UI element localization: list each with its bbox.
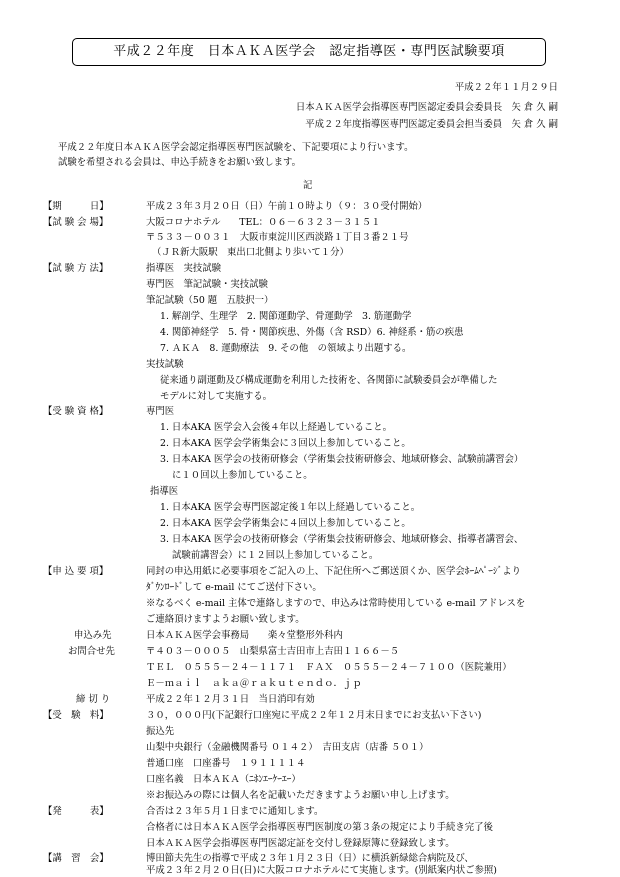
fee-line: 口座名義 日本ＡＫＡ（ﾆﾎﾝｴｰｹｰｴｰ） <box>146 774 301 785</box>
fee-line: 山梨中央銀行（金融機関番号 ０１４２） 吉田支店（店番 ５０１） <box>146 742 429 753</box>
venue-line: （ＪＲ新大阪駅 東出口北側より歩いて１分） <box>152 247 349 258</box>
document-title: 平成２２年度 日本ＡＫＡ医学会 認定指導医・専門医試験要項 <box>72 38 546 66</box>
eligibility-line: 2. 日本AKA 医学会学術集会に４回以上参加していること。 <box>160 518 411 529</box>
method-line: 専門医 筆記試験・実技試験 <box>146 279 268 290</box>
method-line: モデルに対して実施する。 <box>160 391 273 402</box>
deadline-value: 平成２２年１２月３１日 当日消印有効 <box>146 694 315 705</box>
section-label-announcement: 【発 表】 <box>43 806 109 817</box>
eligibility-line: 指導医 <box>150 486 179 497</box>
deadline-label: 締 切 り <box>76 694 111 705</box>
eligibility-line: 試験前講習会）に１２回以上参加していること。 <box>172 550 379 561</box>
eligibility-line: 2. 日本AKA 医学会学術集会に３回以上参加していること。 <box>160 438 411 449</box>
seminar-line: 博田節夫先生の指導で平成２３年１月２３日（日）に横浜新緑総合病院及び、 <box>146 853 474 864</box>
venue-line: 〒５３３－００３１ 大阪市東淀川区西淡路１丁目３番２１号 <box>146 232 409 243</box>
section-label-application: 【申 込 要 項】 <box>43 566 109 577</box>
fee-line: 振込先 <box>146 726 175 737</box>
venue-line: 大阪コロナホテル TEL：０６－６３２３－３１５１ <box>146 217 381 228</box>
section-label-fee: 【受 験 料】 <box>43 710 109 721</box>
contact-phone: ＴＥＬ ０５５５－２４－１１７１ ＦＡＸ ０５５５－２４－７１００（医院兼用） <box>146 662 512 673</box>
intro-line: 平成２２年度日本ＡＫＡ医学会認定指導医専門医試験を、下記要項により行います。 <box>58 142 414 153</box>
eligibility-line: 1. 日本AKA 医学会入会後４年以上経過していること。 <box>160 422 392 433</box>
method-line: 従来通り副運動及び構成運動を利用した技術を、各関節に試験委員会が準備した <box>160 375 498 386</box>
announcement-line: 合否は２３年５月１日までに通知します。 <box>146 806 324 817</box>
contact-email: Ｅ－ｍａｉｌ ａｋａ＠ｒａｋｕｔｅｎｄｏ．ｊｐ <box>146 678 362 689</box>
application-line: ﾀﾞｳﾝﾛｰﾄﾞして e-mail にてご送付下さい。 <box>146 582 322 593</box>
section-label-eligibility: 【受 験 資 格】 <box>43 406 109 417</box>
eligibility-line: 1. 日本AKA 医学会専門医認定後１年以上経過していること。 <box>160 502 421 513</box>
announcement-line: 日本ＡＫＡ医学会指導医専門医認定証を交付し登録原簿に登録致します。 <box>146 838 455 849</box>
application-line: ※なるべく e-mail 主体で連絡しますので、申込みは常時使用している e-mail アドレスを <box>146 598 526 609</box>
date-value: 平成２３年３月２０日（日）午前１０時より（９：３０受付開始） <box>146 201 428 212</box>
fee-line: 普通口座 口座番号 １９１１１１４ <box>146 758 306 769</box>
announcement-line: 合格者には日本ＡＫＡ医学会指導医専門医制度の第３条の規定により手続き完了後 <box>146 822 493 833</box>
issuer-member: 平成２２年度指導医専門医認定委員会担当委員 矢 倉 久 嗣 <box>305 119 558 130</box>
section-label-seminar: 【講 習 会】 <box>43 853 109 864</box>
method-line: 1. 解剖学、生理学 2. 関節運動学、骨運動学 3. 筋運動学 <box>160 311 412 322</box>
contact-address: 〒４０３－０００５ 山梨県富士吉田市上吉田１１６６－５ <box>146 646 400 657</box>
eligibility-line: に１０回以上参加していること。 <box>172 470 313 481</box>
ki-heading: 記 <box>303 180 313 191</box>
fee-line: ３０，０００円(下記銀行口座宛に平成２２年１２月末日までにお支払い下さい) <box>146 710 482 721</box>
issue-date: 平成２２年１１月２９日 <box>454 82 558 93</box>
section-label-date: 【期 日】 <box>43 201 109 212</box>
fee-line: ※お振込みの際には個人名を記載いただきますようお願い申し上げます。 <box>146 790 455 801</box>
method-line: 4. 関節神経学 5. 骨・関節疾患、外傷（含 RSD）6. 神経系・筋の疾患 <box>160 327 464 338</box>
eligibility-line: 3. 日本AKA 医学会の技術研修会（学術集会技術研修会、地域研修会、指導者講習会、 <box>160 534 524 545</box>
method-line: 指導医 実技試験 <box>146 263 222 274</box>
application-line: 同封の申込用紙に必要事項をご記入の上、下記住所へご郵送頂くか、医学会ﾎｰﾑﾍﾟｰｼﾞより <box>146 566 522 577</box>
section-label-method: 【試 験 方 法】 <box>43 263 109 274</box>
method-line: 7. ＡＫＡ 8. 運動療法 9. その他 の領域より出題する。 <box>160 343 412 354</box>
intro-line: 試験を希望される会員は、申込手続きをお願い致します。 <box>58 157 302 168</box>
contact-label: お問合せ先 <box>68 646 115 657</box>
eligibility-line: 3. 日本AKA 医学会の技術研修会（学術集会技術研修会、地域研修会、試験前講習会） <box>160 454 524 465</box>
contact-label: 申込み先 <box>74 630 112 641</box>
method-line: 筆記試験（50 題 五肢択一） <box>146 295 274 306</box>
issuer-chair: 日本ＡＫＡ医学会指導医専門医認定委員会委員長 矢 倉 久 嗣 <box>295 102 558 113</box>
application-line: ご連絡頂けますようお願い致します。 <box>146 614 305 625</box>
seminar-line: 平成２３年２月２０日(日)に大阪コロナホテルにて実施します。(別紙案内状ご参照) <box>146 865 497 876</box>
method-line: 実技試験 <box>146 359 184 370</box>
eligibility-line: 専門医 <box>146 406 175 417</box>
contact-line: 日本ＡＫＡ医学会事務局 楽々堂整形外科内 <box>146 630 343 641</box>
section-label-venue: 【試 験 会 場】 <box>43 217 109 228</box>
